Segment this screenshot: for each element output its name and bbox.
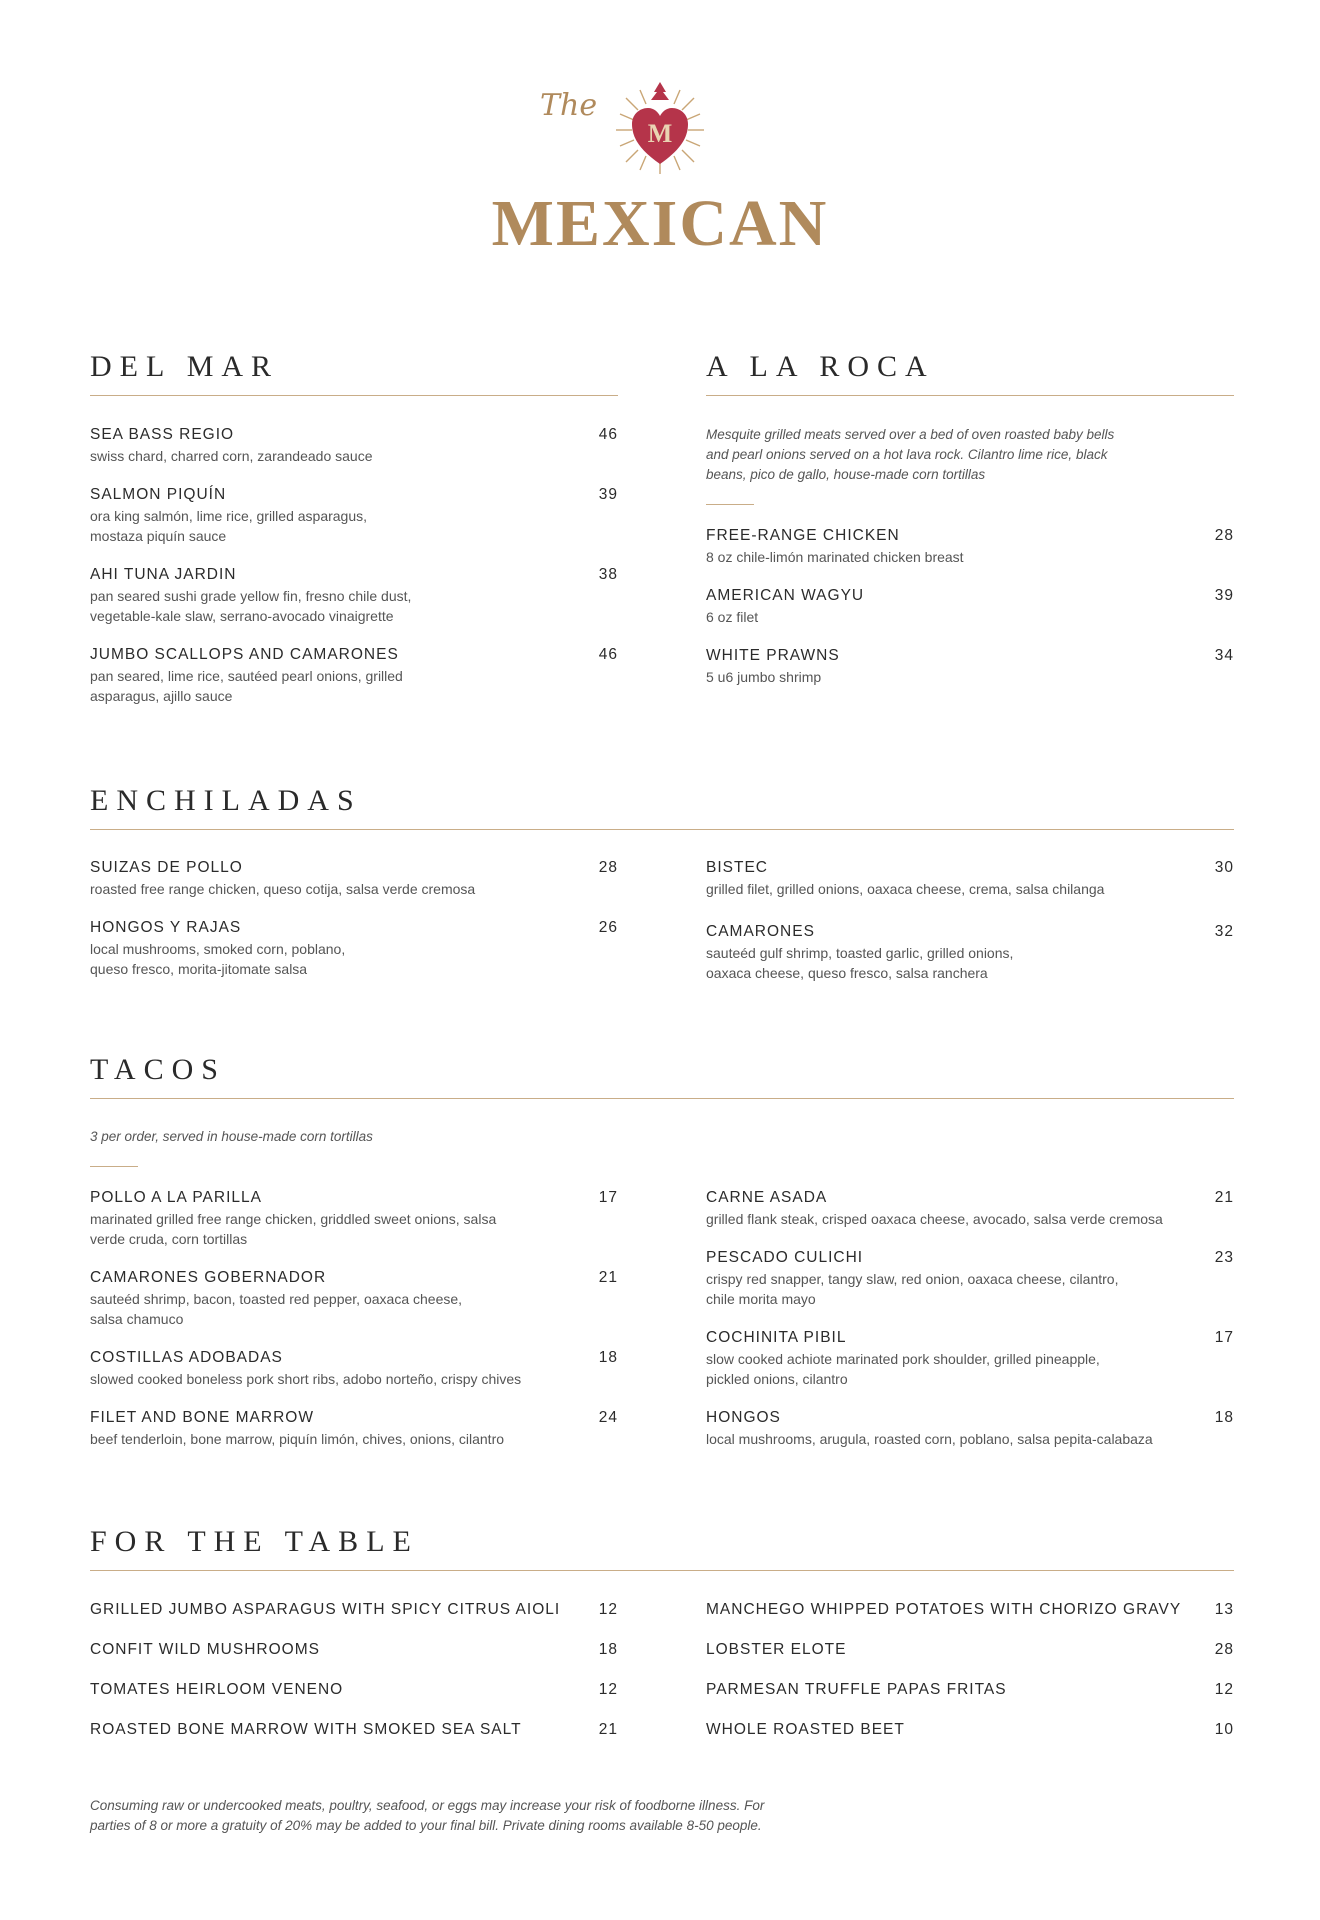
sacred-heart-icon	[610, 78, 710, 178]
item-price: 18	[598, 1641, 618, 1658]
section-heading-del-mar: DEL MAR	[90, 350, 280, 383]
item-price: 12	[1214, 1681, 1234, 1698]
item-name: MANCHEGO WHIPPED POTATOES WITH CHORIZO GRAVY	[706, 1601, 1182, 1618]
item-name: AMERICAN WAGYU	[706, 587, 865, 604]
item-name: GRILLED JUMBO ASPARAGUS WITH SPICY CITRUS AIOLI	[90, 1601, 561, 1618]
item-price: 13	[1214, 1601, 1234, 1618]
svg-text:M: M	[647, 119, 673, 148]
item-price: 28	[598, 859, 618, 876]
item-description: beef tenderloin, bone marrow, piquín limón, chives, onions, cilantro	[90, 1431, 505, 1447]
section-heading-for-the-table: FOR THE TABLE	[90, 1525, 419, 1558]
item-description: pan seared, lime rice, sautéed pearl onions, grilled asparagus, ajillo sauce	[90, 668, 403, 704]
item-price: 46	[598, 426, 618, 443]
item-price: 34	[1214, 647, 1234, 664]
item-name: SALMON PIQUÍN	[90, 486, 227, 503]
menu-item	[90, 425, 618, 466]
item-price: 12	[598, 1681, 618, 1698]
item-description: 5 u6 jumbo shrimp	[706, 669, 822, 685]
item-name: COSTILLAS ADOBADAS	[90, 1349, 283, 1366]
item-price: 28	[1214, 1641, 1234, 1658]
menu-item	[706, 1248, 1234, 1309]
intro-divider	[90, 1166, 138, 1167]
item-description: marinated grilled free range chicken, griddled sweet onions, salsa verde cruda, corn tortillas	[90, 1211, 497, 1247]
item-description: swiss chard, charred corn, zarandeado sauce	[90, 448, 373, 464]
section-intro: 3 per order, served in house-made corn tortillas	[90, 1129, 373, 1144]
item-price: 30	[1214, 859, 1234, 876]
item-name: FREE-RANGE CHICKEN	[706, 527, 900, 544]
item-price: 23	[1214, 1249, 1234, 1266]
item-name: CAMARONES	[706, 923, 815, 940]
item-description: 6 oz filet	[706, 609, 759, 625]
item-name: ROASTED BONE MARROW WITH SMOKED SEA SALT	[90, 1721, 522, 1738]
menu-item	[706, 858, 1234, 899]
item-price: 39	[598, 486, 618, 503]
item-price: 32	[1214, 923, 1234, 940]
item-description: local mushrooms, smoked corn, poblano, queso fresco, morita-jitomate salsa	[90, 941, 346, 977]
section-divider	[90, 829, 1234, 830]
section-intro: Mesquite grilled meats served over a bed of oven roasted baby bells and pearl onions served on a hot lava rock. Cilantro lime rice, black beans, pico de gallo, house-made corn tortillas	[706, 427, 1115, 482]
item-name: BISTEC	[706, 859, 768, 876]
logo-the: The	[540, 88, 598, 123]
item-description: roasted free range chicken, queso cotija, salsa verde cremosa	[90, 881, 476, 897]
item-price: 10	[1214, 1721, 1234, 1738]
section-divider	[90, 395, 618, 396]
menu-item	[90, 485, 618, 546]
menu-item	[706, 1328, 1234, 1389]
restaurant-logo	[0, 78, 1320, 178]
item-name: LOBSTER ELOTE	[706, 1641, 847, 1658]
menu-item	[706, 586, 1234, 627]
item-price: 18	[1214, 1409, 1234, 1426]
item-description: local mushrooms, arugula, roasted corn, poblano, salsa pepita-calabaza	[706, 1431, 1153, 1447]
menu-item	[90, 1720, 618, 1740]
menu-item	[706, 1680, 1234, 1700]
item-name: SEA BASS REGIO	[90, 426, 235, 443]
item-price: 28	[1214, 527, 1234, 544]
item-price: 17	[598, 1189, 618, 1206]
menu-item	[90, 1680, 618, 1700]
section-heading-enchiladas: ENCHILADAS	[90, 784, 362, 817]
item-price: 26	[598, 919, 618, 936]
item-price: 39	[1214, 587, 1234, 604]
logo-wordmark: MEXICAN	[491, 187, 829, 260]
menu-item	[706, 646, 1234, 687]
item-name: COCHINITA PIBIL	[706, 1329, 847, 1346]
menu-item	[90, 1600, 618, 1620]
section-heading-a-la-roca: A LA ROCA	[706, 350, 935, 383]
item-description: grilled flank steak, crisped oaxaca cheese, avocado, salsa verde cremosa	[706, 1211, 1163, 1227]
section-divider	[90, 1098, 1234, 1099]
section-divider	[90, 1570, 1234, 1571]
menu-item	[90, 565, 618, 626]
menu-item	[706, 1188, 1234, 1229]
menu-item	[90, 1188, 618, 1249]
item-description: pan seared sushi grade yellow fin, fresno chile dust, vegetable-kale slaw, serrano-avocado vinaigrette	[90, 588, 412, 624]
item-price: 18	[598, 1349, 618, 1366]
menu-item	[706, 526, 1234, 567]
menu-item	[706, 1720, 1234, 1740]
allergen-disclaimer: Consuming raw or undercooked meats, poultry, seafood, or eggs may increase your risk of foodborne illness. For parties of 8 or more a gratuity of 20% may be added to your final bill. Private dining rooms available 8-50 people.	[90, 1798, 765, 1833]
item-description: slow cooked achiote marinated pork shoulder, grilled pineapple, pickled onions, cilantro	[706, 1351, 1100, 1387]
menu-item	[90, 1640, 618, 1660]
item-name: WHITE PRAWNS	[706, 647, 840, 664]
item-name: CAMARONES GOBERNADOR	[90, 1269, 327, 1286]
menu-item	[706, 1408, 1234, 1449]
menu-item	[90, 1348, 618, 1389]
menu-item	[706, 922, 1234, 983]
item-price: 24	[598, 1409, 618, 1426]
intro-divider	[706, 504, 754, 505]
item-name: JUMBO SCALLOPS AND CAMARONES	[90, 646, 399, 663]
item-name: SUIZAS DE POLLO	[90, 859, 243, 876]
item-name: HONGOS Y RAJAS	[90, 919, 242, 936]
menu-item	[90, 858, 618, 899]
item-name: AHI TUNA JARDIN	[90, 566, 237, 583]
item-description: grilled filet, grilled onions, oaxaca cheese, crema, salsa chilanga	[706, 881, 1105, 897]
item-name: FILET AND BONE MARROW	[90, 1409, 314, 1426]
item-description: 8 oz chile-limón marinated chicken breast	[706, 549, 964, 565]
section-heading-tacos: TACOS	[90, 1053, 226, 1086]
item-name: TOMATES HEIRLOOM VENENO	[90, 1681, 344, 1698]
menu-item	[90, 1268, 618, 1329]
item-price: 46	[598, 646, 618, 663]
item-name: CONFIT WILD MUSHROOMS	[90, 1641, 320, 1658]
menu-item	[706, 1600, 1234, 1620]
item-price: 12	[598, 1601, 618, 1618]
item-name: PESCADO CULICHI	[706, 1249, 864, 1266]
item-description: sauteéd shrimp, bacon, toasted red pepper, oaxaca cheese, salsa chamuco	[90, 1291, 463, 1327]
section-divider	[706, 395, 1234, 396]
item-price: 21	[598, 1269, 618, 1286]
item-description: ora king salmón, lime rice, grilled asparagus, mostaza piquín sauce	[90, 508, 368, 544]
item-description: slowed cooked boneless pork short ribs, adobo norteño, crispy chives	[90, 1371, 522, 1387]
menu-item	[90, 918, 618, 979]
item-name: POLLO A LA PARILLA	[90, 1189, 262, 1206]
item-price: 38	[598, 566, 618, 583]
menu-item	[90, 645, 618, 706]
menu-item	[90, 1408, 618, 1449]
item-description: crispy red snapper, tangy slaw, red onion, oaxaca cheese, cilantro, chile morita mayo	[706, 1271, 1119, 1307]
item-name: CARNE ASADA	[706, 1189, 828, 1206]
item-price: 21	[598, 1721, 618, 1738]
menu-item	[706, 1640, 1234, 1660]
item-name: PARMESAN TRUFFLE PAPAS FRITAS	[706, 1681, 1007, 1698]
item-price: 21	[1214, 1189, 1234, 1206]
item-name: WHOLE ROASTED BEET	[706, 1721, 905, 1738]
item-name: HONGOS	[706, 1409, 781, 1426]
item-price: 17	[1214, 1329, 1234, 1346]
item-description: sauteéd gulf shrimp, toasted garlic, grilled onions, oaxaca cheese, queso fresco, salsa ranchera	[706, 945, 1014, 981]
